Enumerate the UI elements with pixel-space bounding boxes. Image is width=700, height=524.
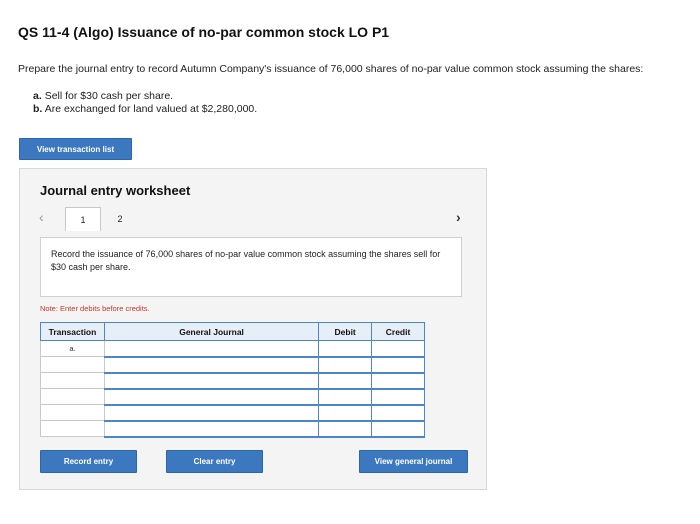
item-a [33,90,257,103]
transaction-cell [41,421,105,437]
transaction-cell [41,405,105,421]
table-row [41,421,425,437]
credit-input[interactable] [372,357,425,373]
view-general-journal-button[interactable]: View general journal [359,450,468,473]
credit-input[interactable] [372,373,425,389]
item-b-letter: b. [33,103,43,115]
question-prompt: Prepare the journal entry to record Autumn Company's issuance of 76,000 shares of no-par value common stock assuming the shares: [18,63,644,75]
credit-input[interactable] [372,421,425,437]
entry-description: Record the issuance of 76,000 shares of no-par value common stock assuming the shares sell for $30 cash per share. [40,237,462,297]
debit-input[interactable] [319,405,372,421]
transaction-cell [41,389,105,405]
chevron-right-icon[interactable]: › [456,209,461,225]
credit-input[interactable] [372,341,425,357]
table-row [41,341,425,357]
item-a-text: Sell for $30 cash per share. [44,90,174,102]
general-journal-input[interactable] [104,373,318,389]
clear-entry-button[interactable]: Clear entry [166,450,263,473]
general-journal-input[interactable] [104,389,318,405]
journal-table [40,322,425,438]
tab-1[interactable]: 1 [65,207,101,231]
table-row [41,357,425,373]
debit-input[interactable] [319,389,372,405]
record-entry-button[interactable]: Record entry [40,450,137,473]
general-journal-input[interactable] [104,357,318,373]
item-b-text: Are exchanged for land valued at $2,280,000. [44,103,258,115]
chevron-left-icon[interactable]: ‹ [39,209,44,225]
table-row [41,389,425,405]
credit-input[interactable] [372,405,425,421]
item-b [33,103,257,116]
question-items [33,90,257,116]
table-row [41,373,425,389]
col-debit: Debit [319,323,372,341]
col-general-journal: General Journal [104,323,318,341]
debit-input[interactable] [319,373,372,389]
table-row [41,405,425,421]
transaction-cell [41,373,105,389]
general-journal-input[interactable] [104,421,318,437]
col-transaction: Transaction [41,323,105,341]
tab-2[interactable]: 2 [117,214,123,224]
view-transaction-list-button[interactable]: View transaction list [19,138,132,160]
transaction-cell: a. [41,341,105,357]
debit-input[interactable] [319,421,372,437]
journal-entry-worksheet [19,168,487,490]
entry-note: Note: Enter debits before credits. [40,304,150,313]
debit-input[interactable] [319,341,372,357]
question-title: QS 11-4 (Algo) Issuance of no-par common stock LO P1 [18,24,390,40]
transaction-cell [41,357,105,373]
debit-input[interactable] [319,357,372,373]
general-journal-input[interactable] [104,341,318,357]
col-credit: Credit [372,323,425,341]
general-journal-input[interactable] [104,405,318,421]
credit-input[interactable] [372,389,425,405]
worksheet-title: Journal entry worksheet [40,183,191,198]
item-a-letter: a. [33,90,42,102]
